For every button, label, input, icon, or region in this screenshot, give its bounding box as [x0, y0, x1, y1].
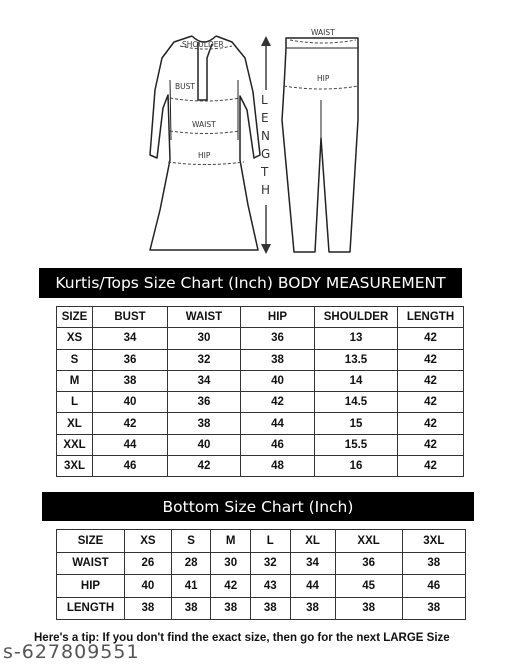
- length-letter-h: H: [261, 183, 271, 197]
- table-cell: 15: [315, 413, 398, 434]
- table-row: [57, 575, 466, 598]
- table-cell: 34: [168, 370, 241, 391]
- table-cell: 30: [168, 328, 241, 349]
- table-cell: 44: [241, 413, 315, 434]
- header-3xl: 3XL: [402, 530, 465, 553]
- header-xxl: XXL: [335, 530, 402, 553]
- header-size: SIZE: [57, 307, 93, 328]
- table-row: [57, 597, 466, 620]
- table-cell: 34: [93, 328, 168, 349]
- length-letter-g: G: [261, 147, 271, 161]
- table-cell: 36: [241, 328, 315, 349]
- pant-hip-label: HIP: [317, 74, 330, 83]
- row-label-cell: 3XL: [57, 456, 93, 477]
- length-letter-n: N: [261, 129, 270, 143]
- table-cell: 38: [171, 597, 211, 620]
- header-m: M: [211, 530, 251, 553]
- row-label-cell: XS: [57, 328, 93, 349]
- bottom-size-table: [56, 529, 466, 620]
- table-cell: 42: [398, 328, 464, 349]
- length-letter-t: T: [261, 165, 269, 179]
- table-cell: 42: [211, 575, 251, 598]
- row-label-cell: LENGTH: [57, 597, 125, 620]
- table-cell: 42: [398, 434, 464, 455]
- row-label-cell: L: [57, 392, 93, 413]
- table-cell: 38: [93, 370, 168, 391]
- bust-label: BUST: [175, 82, 195, 91]
- pant-waist-label: WAIST: [311, 28, 335, 37]
- row-label-cell: XXL: [57, 434, 93, 455]
- table-cell: 38: [125, 597, 172, 620]
- table-row: [57, 434, 464, 455]
- table-cell: 16: [315, 456, 398, 477]
- kurti-waist-label: WAIST: [192, 120, 216, 129]
- row-label-cell: XL: [57, 413, 93, 434]
- table-cell: 28: [171, 552, 211, 575]
- table-cell: 43: [250, 575, 290, 598]
- table-cell: 42: [93, 413, 168, 434]
- table-cell: 38: [402, 597, 465, 620]
- table-cell: 13: [315, 328, 398, 349]
- row-label-cell: M: [57, 370, 93, 391]
- pant-drawing: [282, 38, 358, 252]
- top-chart-title: Kurtis/Tops Size Chart (Inch) BODY MEASUREMENT: [39, 268, 462, 298]
- size-illustration: [0, 0, 512, 262]
- header-s: S: [171, 530, 211, 553]
- row-label-cell: WAIST: [57, 552, 125, 575]
- table-row: [57, 328, 464, 349]
- product-code: s-627809551: [3, 641, 140, 663]
- table-row: [57, 552, 466, 575]
- header-length: LENGTH: [398, 307, 464, 328]
- top-size-table: [56, 306, 464, 477]
- table-cell: 42: [398, 413, 464, 434]
- table-cell: 38: [335, 597, 402, 620]
- table-row: [57, 392, 464, 413]
- table-row: [57, 370, 464, 391]
- table-cell: 44: [290, 575, 335, 598]
- table-cell: 38: [168, 413, 241, 434]
- length-letter-e: E: [261, 111, 269, 125]
- header-xs: XS: [125, 530, 172, 553]
- table-cell: 42: [241, 392, 315, 413]
- table-cell: 38: [241, 349, 315, 370]
- table-cell: 26: [125, 552, 172, 575]
- kurti-measure-lines: [168, 46, 244, 165]
- row-label-cell: HIP: [57, 575, 125, 598]
- table-cell: 42: [398, 392, 464, 413]
- table-cell: 13.5: [315, 349, 398, 370]
- table-cell: 14.5: [315, 392, 398, 413]
- header-xl: XL: [290, 530, 335, 553]
- table-cell: 38: [211, 597, 251, 620]
- table-cell: 32: [250, 552, 290, 575]
- table-cell: 32: [168, 349, 241, 370]
- bottom-chart-title: Bottom Size Chart (Inch): [42, 492, 474, 521]
- table-row: [57, 456, 464, 477]
- header-size: SIZE: [57, 530, 125, 553]
- table-cell: 46: [402, 575, 465, 598]
- header-l: L: [250, 530, 290, 553]
- table-header-row: [57, 307, 464, 328]
- table-cell: 42: [398, 456, 464, 477]
- table-cell: 36: [93, 349, 168, 370]
- length-arrow: [261, 36, 271, 254]
- table-cell: 45: [335, 575, 402, 598]
- table-cell: 38: [250, 597, 290, 620]
- row-label-cell: S: [57, 349, 93, 370]
- table-cell: 15.5: [315, 434, 398, 455]
- table-cell: 36: [168, 392, 241, 413]
- table-header-row: [57, 530, 466, 553]
- size-tip: Here's a tip: If you don't find the exact size, then go for the next LARGE Size: [34, 632, 450, 644]
- table-row: [57, 413, 464, 434]
- table-cell: 42: [398, 349, 464, 370]
- table-cell: 38: [290, 597, 335, 620]
- kurti-hip-label: HIP: [198, 151, 211, 160]
- table-cell: 46: [241, 434, 315, 455]
- table-cell: 44: [93, 434, 168, 455]
- table-cell: 42: [398, 370, 464, 391]
- table-cell: 41: [171, 575, 211, 598]
- table-cell: 14: [315, 370, 398, 391]
- kurti-drawing: [150, 36, 260, 250]
- table-cell: 36: [335, 552, 402, 575]
- header-bust: BUST: [93, 307, 168, 328]
- table-cell: 46: [93, 456, 168, 477]
- table-cell: 30: [211, 552, 251, 575]
- table-row: [57, 349, 464, 370]
- table-cell: 42: [168, 456, 241, 477]
- table-cell: 40: [168, 434, 241, 455]
- table-cell: 40: [93, 392, 168, 413]
- table-cell: 40: [241, 370, 315, 391]
- table-cell: 40: [125, 575, 172, 598]
- table-cell: 34: [290, 552, 335, 575]
- header-hip: HIP: [241, 307, 315, 328]
- length-letter-l: L: [261, 93, 268, 107]
- header-waist: WAIST: [168, 307, 241, 328]
- header-shoulder: SHOULDER: [315, 307, 398, 328]
- shoulder-label: SHOULDER: [182, 40, 224, 49]
- table-cell: 38: [402, 552, 465, 575]
- table-cell: 48: [241, 456, 315, 477]
